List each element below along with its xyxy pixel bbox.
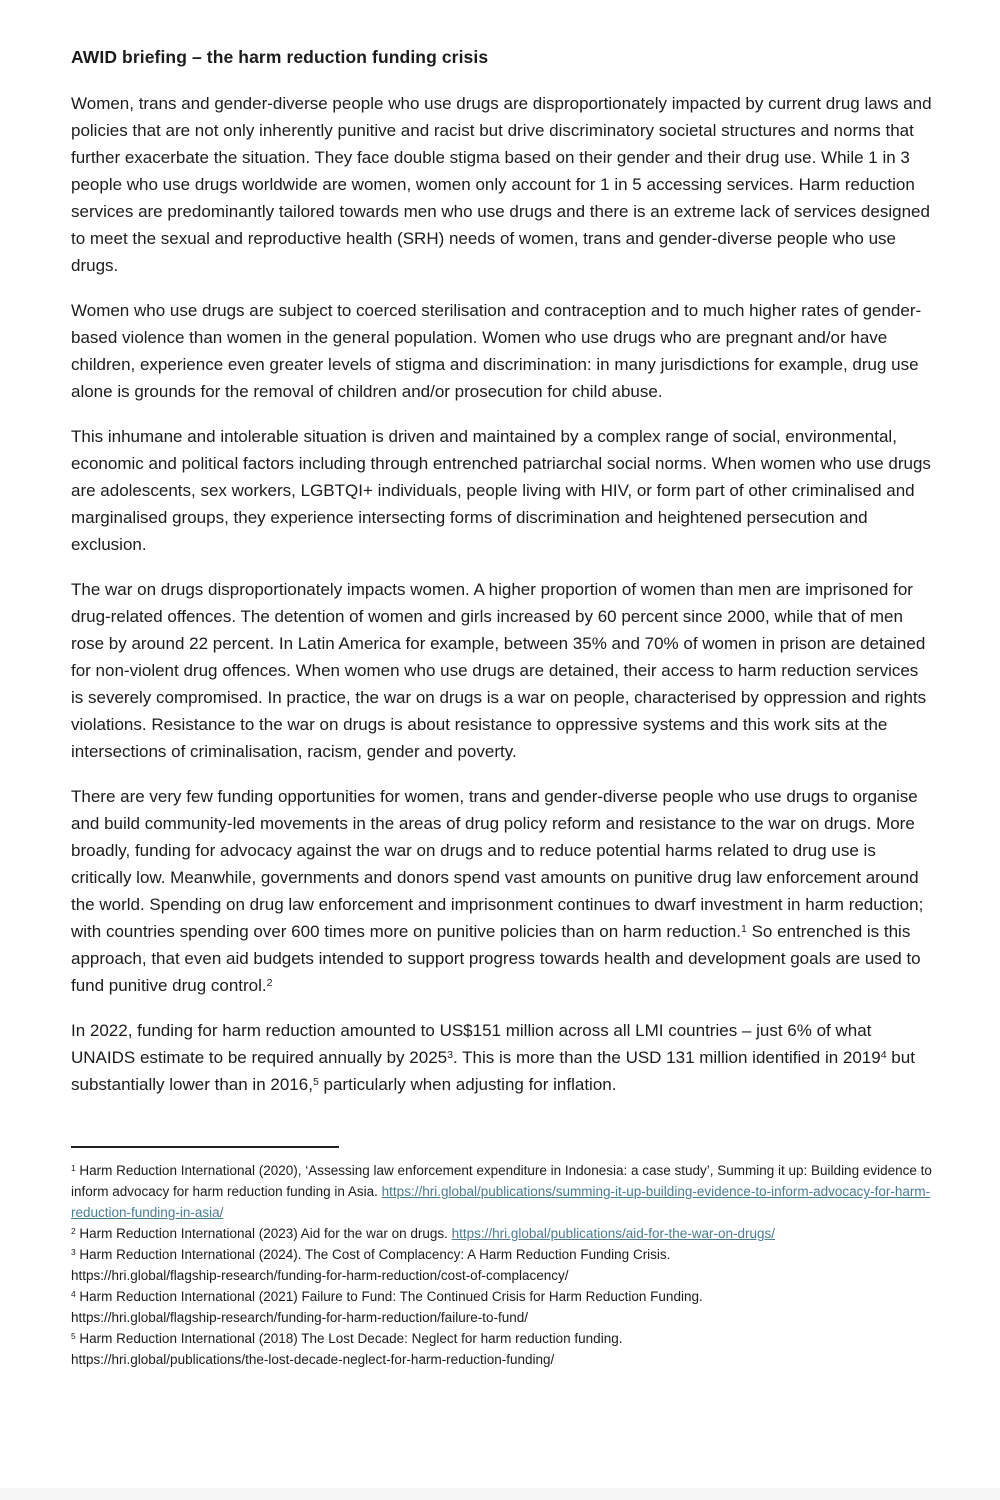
footnote-area: [71, 1146, 934, 1370]
footnote-ref: 3: [447, 1049, 453, 1062]
body-paragraph: In 2022, funding for harm reduction amounted to US$151 million across all LMI countries – just 6% of what UNAIDS estimate to be required annually by 2025$^3$. This is more than the USD 131 million identified in 2019$^4$ but substantially lower than in 2016,$^5$ particularly when adjusting for inflation.: [71, 1021, 915, 1094]
body-paragraphs: [71, 90, 934, 1098]
document-title: AWID briefing – the harm reduction funding crisis: [71, 47, 489, 67]
body-paragraph: Women, trans and gender-diverse people who use drugs are disproportionately impacted by current drug laws and policies that are not only inherently punitive and racist but drive discriminatory societal structures and norms that further exacerbate the situation. They face double stigma based on their gender and their drug use. While 1 in 3 people who use drugs worldwide are women, women only account for 1 in 5 accessing services. Harm reduction services are predominantly tailored towards men who use drugs and there is an extreme lack of services designed to meet the sexual and reproductive health (SRH) needs of women, trans and gender-diverse people who use drugs.: [71, 94, 932, 275]
footnote: $^4$ Harm Reduction International (2021) Failure to Fund: The Continued Crisis for Harm Reduction Funding. https://hri.global/flagship-research/funding-for-harm-reduction/failure-to-fund/: [71, 1289, 703, 1325]
footnote-ref: 4: [71, 1289, 76, 1300]
footnote: $^3$ Harm Reduction International (2024). The Cost of Complacency: A Harm Reduction Funding Crisis. https://hri.global/flagship-research/funding-for-harm-reduction/cost-of-complacency/: [71, 1247, 671, 1283]
footnote-ref: 4: [880, 1049, 887, 1062]
body-paragraph: Women who use drugs are subject to coerced sterilisation and contraception and to much higher rates of gender-based violence than women in the general population. Women who use drugs who are pregnant and/or have children, experience even greater levels of stigma and discrimination: in many jurisdictions for example, drug use alone is grounds for the removal of children and/or prosecution for child abuse.: [71, 301, 922, 401]
body-paragraph: There are very few funding opportunities for women, trans and gender-diverse people who use drugs to organise and build community-led movements in the areas of drug policy reform and resistance to the war on drugs. More broadly, funding for advocacy against the war on drugs and to reduce potential harms related to drug use is critically low. Meanwhile, governments and donors spend vast amounts on punitive drug law enforcement around the world. Spending on drug law enforcement and imprisonment continues to dwarf investment in harm reduction; with countries spending over 600 times more on punitive policies than on harm reduction.$^1$ So entrenched is this approach, that even aid budgets intended to support progress towards health and development goals are used to fund punitive drug control.$^2$: [71, 787, 924, 995]
footnote-ref: 2: [266, 977, 273, 990]
hyperlink[interactable]: https://hri.global/publications/summing-it-up-building-evidence-to-inform-advocacy-for-harm-reduction-funding-in-asia/: [71, 1184, 931, 1220]
hyperlink[interactable]: https://hri.global/publications/aid-for-the-war-on-drugs/: [451, 1226, 776, 1241]
body-paragraph: The war on drugs disproportionately impacts women. A higher proportion of women than men are imprisoned for drug-related offences. The detention of women and girls increased by 60 percent since 2000, while that of men rose by around 22 percent. In Latin America for example, between 35% and 70% of women in prison are detained for non-violent drug offences. When women who use drugs are detained, their access to harm reduction services is severely compromised. In practice, the war on drugs is a war on people, characterised by oppression and rights violations. Resistance to the war on drugs is about resistance to oppressive systems and this work sits at the intersections of criminalisation, racism, gender and poverty.: [71, 580, 927, 761]
footnote: $^5$ Harm Reduction International (2018) The Lost Decade: Neglect for harm reduction funding. https://hri.global/publications/the-lost-decade-neglect-for-harm-reduction-funding/: [71, 1331, 623, 1367]
page-bottom-edge: [0, 1488, 1000, 1500]
footnote-ref: 5: [312, 1076, 319, 1089]
footnote-separator: [71, 1146, 339, 1148]
footnote-ref: 5: [71, 1331, 76, 1342]
footnote-ref: 1: [740, 923, 747, 936]
footnote-ref: 3: [71, 1247, 76, 1258]
footnotes: [71, 1160, 934, 1370]
footnote-ref: 2: [71, 1226, 76, 1237]
footnote-ref: 1: [71, 1163, 76, 1174]
body-paragraph: This inhumane and intolerable situation is driven and maintained by a complex range of social, environmental, economic and political factors including through entrenched patriarchal social norms. When women who use drugs are adolescents, sex workers, LGBTQI+ individuals, people living with HIV, or form part of other criminalised and marginalised groups, they experience intersecting forms of discrimination and heightened persecution and exclusion.: [71, 427, 931, 554]
footnote: $^1$ Harm Reduction International (2020), ‘Assessing law enforcement expenditure in Indonesia: a case study’, Summing it up: Building evidence to inform advocacy for harm reduction funding in Asia. https://hri.global/publications/summing-it-up-building-evidence-to-inform-advocacy-for-harm-reduction-funding-in-asia/: [71, 1163, 932, 1220]
footnote: $^2$ Harm Reduction International (2023) Aid for the war on drugs. https://hri.global/publications/aid-for-the-war-on-drugs/: [71, 1226, 776, 1241]
